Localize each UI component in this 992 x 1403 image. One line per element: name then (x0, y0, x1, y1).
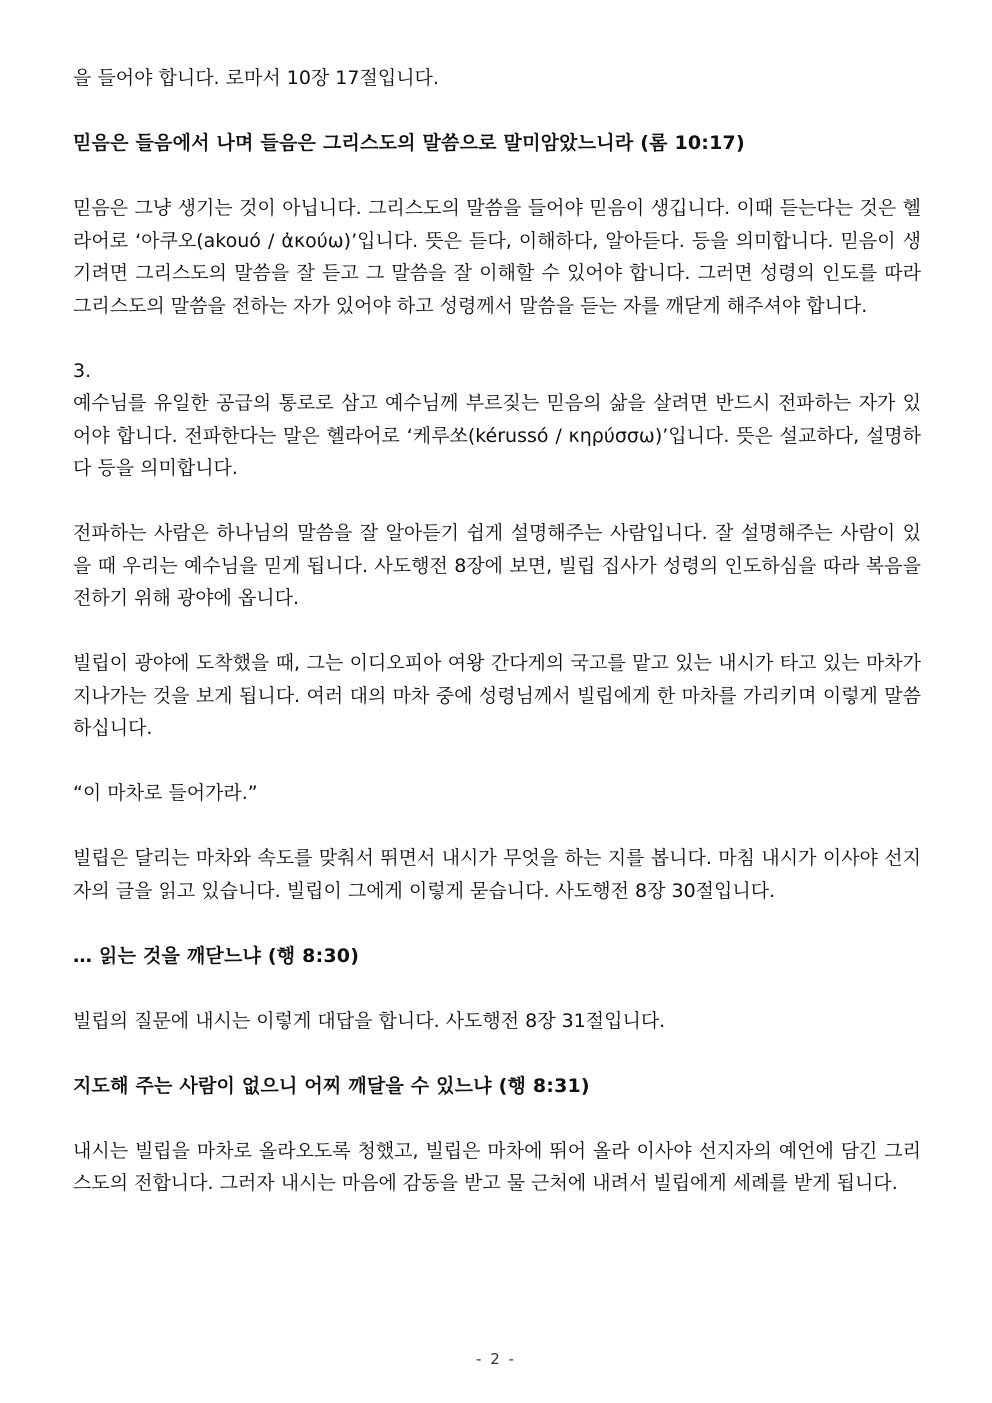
body-paragraph: 믿음은 그냥 생기는 것이 아닙니다. 그리스도의 말씀을 들어야 믿음이 생깁니다. 이때 듣는다는 것은 헬라어로 ‘아쿠오(akouó / ἀκούω)’입니다. 뜻은 듣다, 이해하다, 알아듣다. 등을 의미합니다. 믿음이 생기려면 그리스도의 말씀을 잘 듣고 그 말씀을 잘 이해할 수 있어야 합니다. 그러면 성령의 인도를 따라 그리스도의 말씀을 전하는 자가 있어야 하고 성령께서 말씀을 듣는 자를 깨닫게 해주셔야 합니다. (73, 197, 922, 317)
scripture-quote: 믿음은 들음에서 나며 들음은 그리스도의 말씀으로 말미암았느니라 (롬 10:17) (73, 132, 745, 154)
body-paragraph: 빌립은 달리는 마차와 속도를 맞춰서 뛰면서 내시가 무엇을 하는 지를 봅니다. 마침 내시가 이사야 선지자의 글을 읽고 있습니다. 빌립이 그에게 이렇게 묻습니다. 사도행전 8장 30절입니다. (73, 847, 921, 902)
body-paragraph: 빌립의 질문에 내시는 이렇게 대답을 합니다. 사도행전 8장 31절입니다. (73, 1009, 666, 1032)
scripture-quote: … 읽는 것을 깨닫느냐 (행 8:30) (73, 944, 360, 967)
section-number: 3. (73, 359, 92, 382)
quoted-line: “이 마차로 들어가라.” (73, 782, 258, 804)
body-paragraph: 전파하는 사람은 하나님의 말씀을 잘 알아듣기 쉽게 설명해주는 사람입니다. 잘 설명해주는 사람이 있을 때 우리는 예수님을 믿게 됩니다. 사도행전 8장에 보면, 빌립 집사가 성령의 인도하심을 따라 복음을 전하기 위해 광야에 옵니다. (73, 522, 921, 609)
body-paragraph: 내시는 빌립을 마차로 올라오도록 청했고, 빌립은 마차에 뛰어 올라 이사야 선지자의 예언에 담긴 그리스도의 전합니다. 그러자 내시는 마음에 감동을 받고 물 근처에 내려서 빌립에게 세례를 받게 됩니다. (73, 1139, 921, 1194)
body-paragraph: 빌립이 광야에 도착했을 때, 그는 이디오피아 여왕 간다게의 국고를 맡고 있는 내시가 타고 있는 마차가 지나가는 것을 보게 됩니다. 여러 대의 마차 중에 성령님께서 빌립에게 한 마차를 가리키며 이렇게 말씀하십니다. (73, 652, 921, 739)
scripture-quote: 지도해 주는 사람이 없으니 어찌 깨달을 수 있느냐 (행 8:31) (73, 1074, 590, 1097)
body-paragraph: 을 들어야 합니다. 로마서 10장 17절입니다. (73, 67, 439, 89)
body-paragraph: 예수님를 유일한 공급의 통로로 삼고 예수님께 부르짖는 믿음의 삶을 살려면 반드시 전파하는 자가 있어야 합니다. 전파한다는 말은 헬라어로 ‘케루쏘(kérussó / κηρύσσω)’입니다. 뜻은 설교하다, 설명하다 등을 의미합니다. (73, 392, 921, 479)
page-body (73, 62, 921, 1232)
page-number: - 2 - (476, 1350, 516, 1368)
